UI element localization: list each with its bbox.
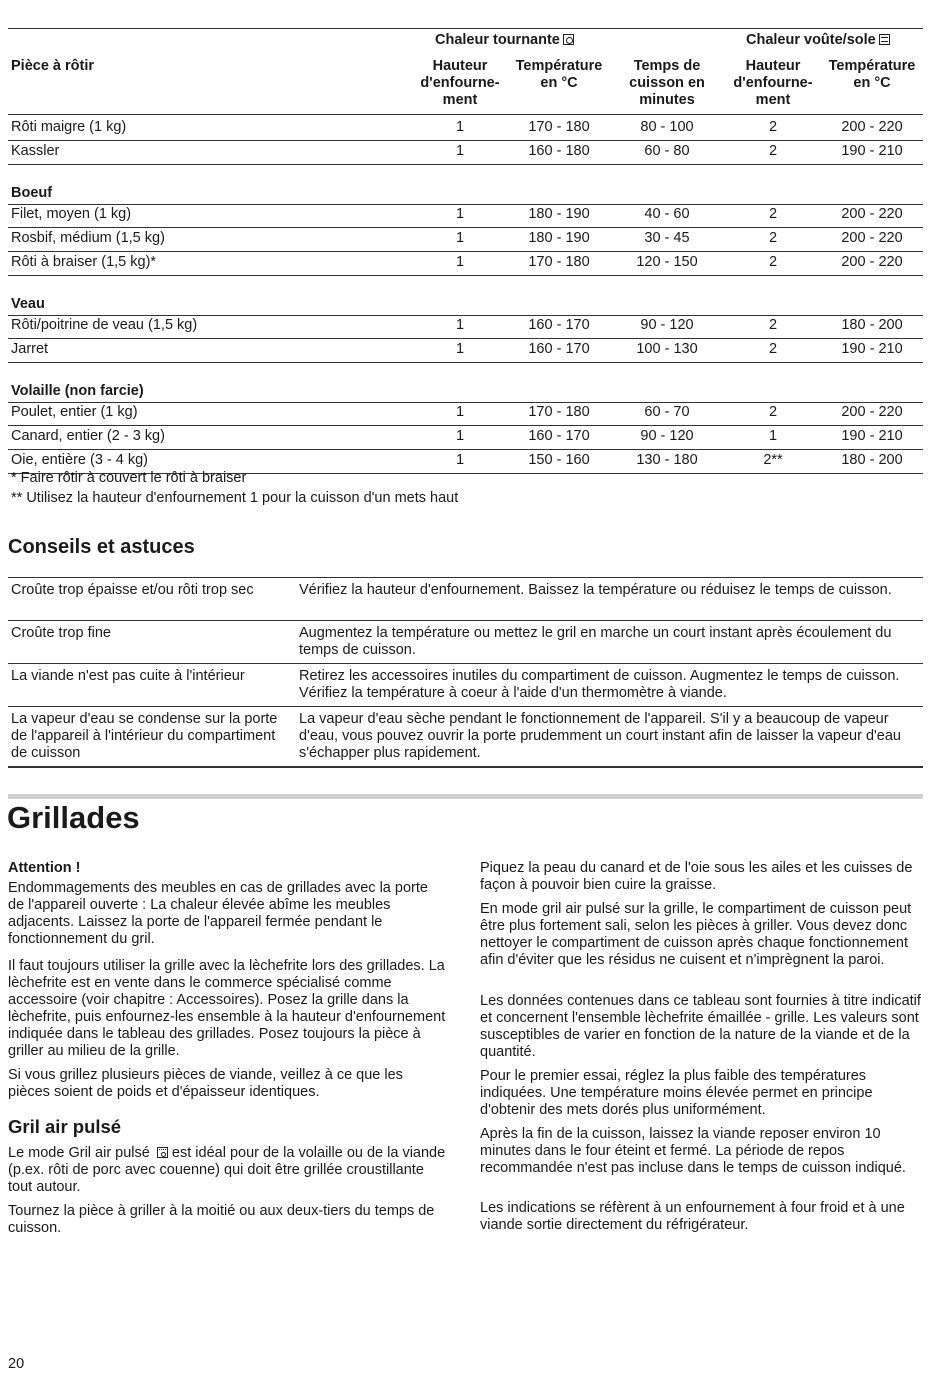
tips-solution: Augmentez la température ou mettez le gril en marche un court instant après écoulement du temps de cuisson. xyxy=(299,625,892,658)
group-header-convection: Chaleur tournante xyxy=(435,32,574,49)
tips-heading: Conseils et astuces xyxy=(8,536,195,558)
cell-piece: Rôti à braiser (1,5 kg)* xyxy=(11,254,157,270)
cell-time: 100 - 130 xyxy=(636,341,698,357)
cell-piece: Rôti/poitrine de veau (1,5 kg) xyxy=(11,317,198,333)
tips-problem: Croûte trop épaisse et/ou rôti trop sec xyxy=(11,582,254,598)
group-header-top-bottom: Chaleur voûte/sole xyxy=(746,32,890,49)
table-section-label: Boeuf xyxy=(11,185,53,201)
row-rule xyxy=(8,315,923,316)
footnote-1: * Faire rôtir à couvert le rôti à braiser xyxy=(11,470,247,486)
cell-height-2: 2** xyxy=(763,452,783,468)
left-paragraph-4: Tournez la pièce à griller à la moitié ou aux deux-tiers du temps de cuisson. xyxy=(8,1203,435,1236)
cell-height-2: 1 xyxy=(768,428,778,444)
left-paragraph-2: Si vous grillez plusieurs pièces de viande, veillez à ce que les pièces soient de poids et d'épaisseur identiques. xyxy=(8,1067,403,1100)
right-paragraph-3: Les données contenues dans ce tableau sont fournies à titre indicatif et concernent l'ensemble lèchefrite émaillée - grille. Les valeurs sont susceptibles de varier en fonction de la nature de la viande et de la quantité. xyxy=(480,993,921,1060)
cell-height-2: 2 xyxy=(768,254,778,270)
cell-temp-2: 190 - 210 xyxy=(841,143,903,159)
row-rule xyxy=(8,251,923,252)
cell-height-1: 1 xyxy=(455,119,465,135)
subheading-gril-air-pulse: Gril air pulsé xyxy=(8,1116,122,1137)
cell-time: 90 - 120 xyxy=(640,428,694,444)
cell-temp-1: 150 - 160 xyxy=(528,452,590,468)
cell-height-1: 1 xyxy=(455,452,465,468)
tips-solution: Vérifiez la hauteur d'enfournement. Baissez la température ou réduisez le temps de cuisson. xyxy=(299,582,892,598)
cell-height-2: 2 xyxy=(768,119,778,135)
tips-solution: La vapeur d'eau sèche pendant le fonctionnement de l'appareil. S'il y a beaucoup de vapeur d'eau, vous pouvez ouvrir la porte prudemment un court instant afin de laisser la vapeur d'eau s'échapper plus rapidement. xyxy=(299,711,901,761)
cell-temp-1: 170 - 180 xyxy=(528,404,590,420)
page-number: 20 xyxy=(8,1356,25,1372)
col-header-height-2: Hauteur d'enfourne- ment xyxy=(733,58,813,108)
row-rule xyxy=(8,204,923,205)
cell-temp-2: 200 - 220 xyxy=(841,404,903,420)
cell-height-1: 1 xyxy=(455,206,465,222)
top-bottom-heating-icon xyxy=(879,34,890,45)
cell-time: 80 - 100 xyxy=(640,119,694,135)
cell-piece: Canard, entier (2 - 3 kg) xyxy=(11,428,165,444)
cell-piece: Poulet, entier (1 kg) xyxy=(11,404,138,420)
col-header-temp-1: Température en °C xyxy=(515,58,603,91)
table-top-rule xyxy=(8,28,923,29)
fan-grill-icon xyxy=(157,1147,168,1158)
attention-text: Endommagements des meubles en cas de grillades avec la porte de l'appareil ouverte : La chaleur élevée abîme les meubles adjacents. Laissez la porte de l'appareil fermée pendant le fonctionnement du gril. xyxy=(8,880,428,947)
row-rule xyxy=(8,338,923,339)
row-rule xyxy=(8,362,923,363)
cell-temp-1: 160 - 170 xyxy=(528,428,590,444)
tips-problem: Croûte trop fine xyxy=(11,625,111,641)
table-section-label: Volaille (non farcie) xyxy=(11,383,144,399)
tips-row-rule xyxy=(8,663,923,664)
right-paragraph-2: En mode gril air pulsé sur la grille, le compartiment de cuisson peut être plus fortement sali, selon les pièces à griller. Vous devez donc nettoyer le compartiment de cuisson après chaque fonctionnement afin d'éviter que les résidus ne cuisent et n'imprègnent la paroi. xyxy=(480,901,912,968)
col-header-height-1: Hauteur d'enfourne- ment xyxy=(420,58,500,108)
tips-problem: La viande n'est pas cuite à l'intérieur xyxy=(11,668,245,684)
row-rule xyxy=(8,140,923,141)
cell-piece: Jarret xyxy=(11,341,49,357)
cell-temp-2: 200 - 220 xyxy=(841,206,903,222)
cell-temp-2: 180 - 200 xyxy=(841,452,903,468)
cell-temp-1: 160 - 170 xyxy=(528,317,590,333)
col-header-temp-2: Température en °C xyxy=(828,58,916,91)
cell-temp-2: 200 - 220 xyxy=(841,119,903,135)
cell-piece: Rôti maigre (1 kg) xyxy=(11,119,127,135)
cell-time: 120 - 150 xyxy=(636,254,698,270)
cell-height-1: 1 xyxy=(455,341,465,357)
row-rule xyxy=(8,164,923,165)
cell-temp-1: 170 - 180 xyxy=(528,254,590,270)
cell-temp-2: 190 - 210 xyxy=(841,428,903,444)
col-header-piece: Pièce à rôtir xyxy=(11,58,95,74)
row-rule xyxy=(8,402,923,403)
section-divider xyxy=(8,794,923,799)
cell-temp-1: 170 - 180 xyxy=(528,119,590,135)
cell-time: 30 - 45 xyxy=(644,230,690,246)
cell-piece: Kassler xyxy=(11,143,60,159)
cell-height-1: 1 xyxy=(455,254,465,270)
fan-heating-icon xyxy=(563,34,574,45)
tips-row-rule xyxy=(8,706,923,707)
row-rule xyxy=(8,227,923,228)
cell-temp-1: 160 - 170 xyxy=(528,341,590,357)
cell-temp-2: 200 - 220 xyxy=(841,230,903,246)
header-rule xyxy=(8,114,923,115)
tips-row-rule xyxy=(8,620,923,621)
cell-height-2: 2 xyxy=(768,317,778,333)
cell-time: 130 - 180 xyxy=(636,452,698,468)
tips-top-rule xyxy=(8,577,923,578)
cell-temp-1: 160 - 180 xyxy=(528,143,590,159)
cell-height-2: 2 xyxy=(768,404,778,420)
footnote-2: ** Utilisez la hauteur d'enfournement 1 pour la cuisson d'un mets haut xyxy=(11,490,459,506)
cell-height-1: 1 xyxy=(455,404,465,420)
cell-temp-2: 190 - 210 xyxy=(841,341,903,357)
tips-problem: La vapeur d'eau se condense sur la porte de l'appareil à l'intérieur du compartiment de cuisson xyxy=(11,711,278,761)
cell-piece: Rosbif, médium (1,5 kg) xyxy=(11,230,165,246)
row-rule xyxy=(8,425,923,426)
cell-height-1: 1 xyxy=(455,143,465,159)
cell-height-1: 1 xyxy=(455,230,465,246)
cell-temp-2: 200 - 220 xyxy=(841,254,903,270)
cell-time: 60 - 80 xyxy=(644,143,690,159)
cell-temp-1: 180 - 190 xyxy=(528,206,590,222)
section-title: Grillades xyxy=(7,800,140,835)
cell-piece: Oie, entière (3 - 4 kg) xyxy=(11,452,148,468)
attention-label: Attention ! xyxy=(8,860,81,876)
right-paragraph-6: Les indications se réfèrent à un enfournement à four froid et à une viande sortie directement du réfrigérateur. xyxy=(480,1200,905,1233)
right-paragraph-4: Pour le premier essai, réglez la plus faible des températures indiquées. Une température moins élevée permet en principe d'obtenir des mets dorés plus uniformément. xyxy=(480,1068,873,1118)
left-paragraph-1: Il faut toujours utiliser la grille avec la lèchefrite lors des grillades. La lèchefrite est en vente dans le commerce spécialisé comme accessoire (voir chapitre : Accessoires). Posez la grille dans la lèchefrite, puis enfournez-les ensemble à la hauteur d'enfournement indiquée dans le tableau des grillades. Posez toujours la pièce à griller au milieu de la grille. xyxy=(8,958,446,1059)
cell-temp-2: 180 - 200 xyxy=(841,317,903,333)
tips-solution: Retirez les accessoires inutiles du compartiment de cuisson. Augmentez le temps de cuisson. Vérifiez la température à coeur à l'aide d'un thermomètre à viande. xyxy=(299,668,900,701)
cell-temp-1: 180 - 190 xyxy=(528,230,590,246)
cell-time: 90 - 120 xyxy=(640,317,694,333)
cell-time: 60 - 70 xyxy=(644,404,690,420)
col-header-time: Temps de cuisson en minutes xyxy=(629,58,705,108)
tips-row-rule xyxy=(8,766,923,768)
cell-height-2: 2 xyxy=(768,143,778,159)
cell-height-1: 1 xyxy=(455,428,465,444)
cell-height-2: 2 xyxy=(768,206,778,222)
table-section-label: Veau xyxy=(11,296,45,312)
right-paragraph-5: Après la fin de la cuisson, laissez la viande reposer environ 10 minutes dans le four éteint et fermé. La période de repos recommandée n'est pas incluse dans le temps de cuisson indiqué. xyxy=(480,1126,906,1176)
cell-height-2: 2 xyxy=(768,341,778,357)
cell-time: 40 - 60 xyxy=(644,206,690,222)
row-rule xyxy=(8,449,923,450)
cell-height-2: 2 xyxy=(768,230,778,246)
cell-height-1: 1 xyxy=(455,317,465,333)
row-rule xyxy=(8,275,923,276)
cell-piece: Filet, moyen (1 kg) xyxy=(11,206,132,222)
right-paragraph-1: Piquez la peau du canard et de l'oie sous les ailes et les cuisses de façon à pouvoir bien cuire la graisse. xyxy=(480,860,913,893)
left-paragraph-3: Le mode Gril air pulsé est idéal pour de la volaille ou de la viande (p.ex. rôti de porc avec couenne) qui doit être grillée croustillante tout autour. xyxy=(8,1145,446,1195)
